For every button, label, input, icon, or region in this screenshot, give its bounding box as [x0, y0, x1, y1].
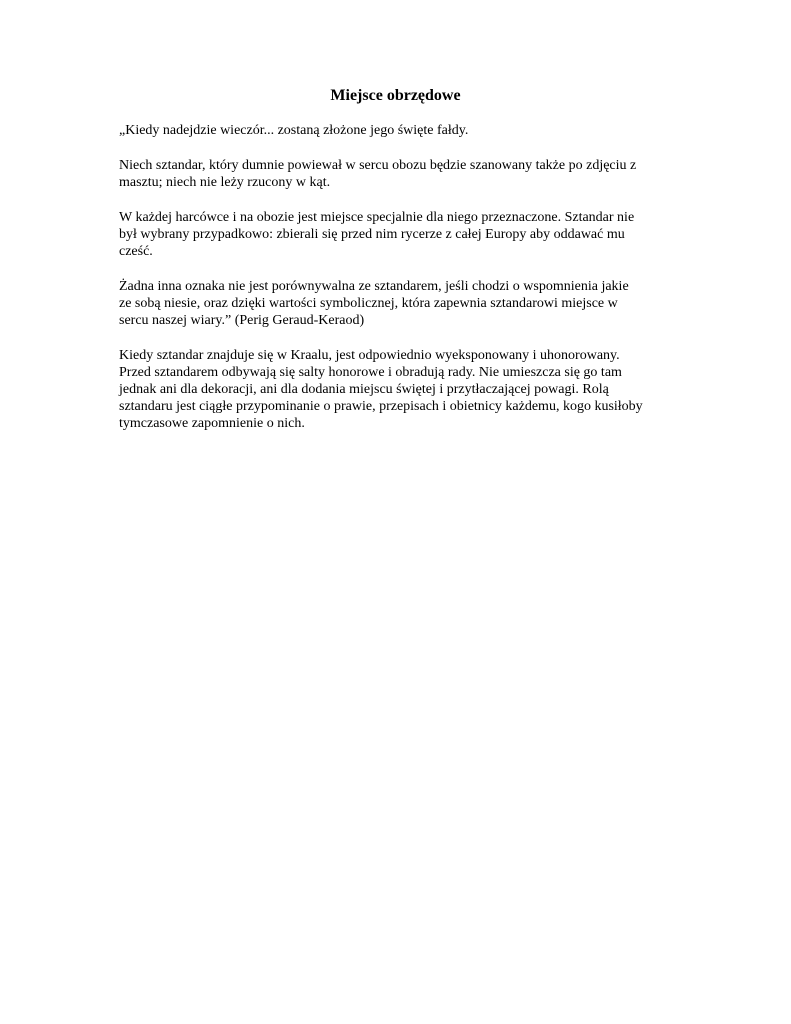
text-line: ze sobą niesie, oraz dzięki wartości symbolicznej, która zapewnia sztandarowi miejsce w	[119, 296, 618, 311]
text-line: „Kiedy nadejdzie wieczór... zostaną złożone jego święte fałdy.	[119, 123, 469, 138]
text-line: Kiedy sztandar znajduje się w Kraalu, jest odpowiednio wyeksponowany i uhonorowany.	[119, 348, 620, 363]
text-line: sercu naszej wiary.” (Perig Geraud-Keraod)	[119, 313, 365, 328]
paragraph-respect	[119, 157, 679, 191]
text-line: Przed sztandarem odbywają się salty honorowe i obradują rady. Nie umieszcza się go tam	[119, 365, 622, 380]
text-line: jednak ani dla dekoracji, ani dla dodania miejscu świętej i przytłaczającej powagi. Rolą	[119, 382, 609, 397]
text-line: Niech sztandar, który dumnie powiewał w sercu obozu będzie szanowany także po zdjęciu z	[119, 158, 637, 173]
text-line: masztu; niech nie leży rzucony w kąt.	[119, 175, 331, 190]
text-line: tymczasowe zapomnienie o nich.	[119, 416, 305, 431]
text-line: cześć.	[119, 244, 153, 259]
paragraph-symbol	[119, 278, 679, 329]
page-title: Miejsce obrzędowe	[330, 87, 461, 104]
paragraph-kraal	[119, 347, 679, 432]
paragraph-quote-opening	[119, 122, 679, 139]
paragraph-place	[119, 209, 679, 260]
text-line: sztandaru jest ciągłe przypominanie o prawie, przepisach i obietnicy każdemu, kogo kusiłoby	[119, 399, 643, 414]
text-line: Żadna inna oznaka nie jest porównywalna ze sztandarem, jeśli chodzi o wspomnienia jakie	[119, 279, 629, 294]
document-body	[119, 122, 679, 450]
text-line: W każdej harcówce i na obozie jest miejsce specjalnie dla niego przeznaczone. Sztandar nie	[119, 210, 635, 225]
text-line: był wybrany przypadkowo: zbierali się przed nim rycerze z całej Europy aby oddawać mu	[119, 227, 625, 242]
